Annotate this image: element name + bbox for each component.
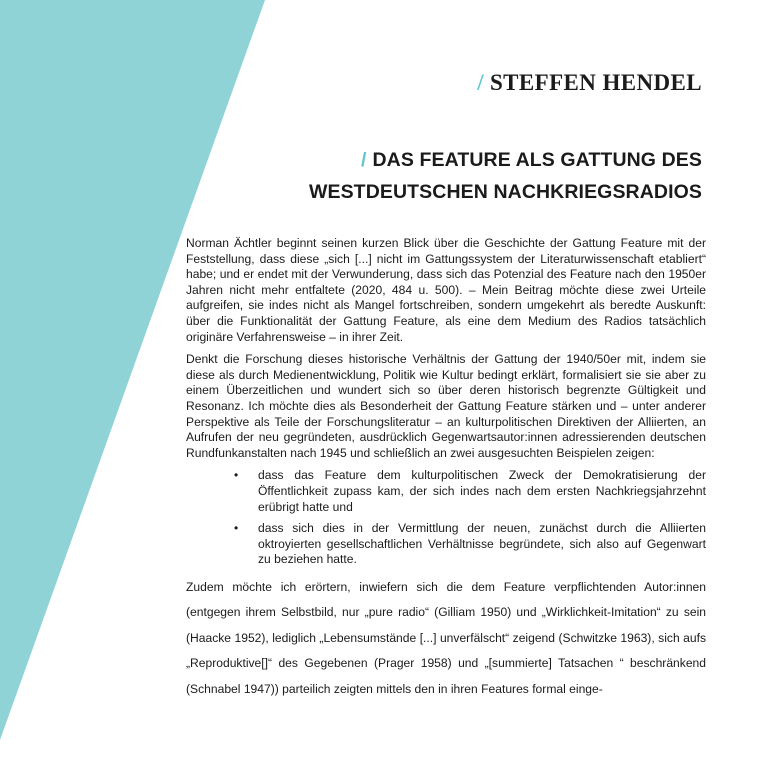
paragraph-2: Denkt die Forschung dieses historische Verhältnis der Gattung der 1940/50er mit, indem sie diese als durch Medienentwicklung, Politik wie Kultur bedingt erklärt, formalisiert sie sie aber zu einem Überzeitlichen und wundert sich so über deren historisch begrenzte Gültigkeit und Resonanz. Ich möchte dies als Besonderheit der Gattung Feature stärken und – unter anderer Perspektive als Teile der Forschungsliteratur – an kulturpolitischen Direktiven der Alliierten, an Aufrufen der neu gegründeten, ausdrücklich Gegenwartsautor:innen adressierenden deutschen Rundfunkanstalten nach 1945 und schließlich an zwei ausgesuchten Beispielen zeigen: bbox=[186, 352, 706, 460]
title-line-1 bbox=[309, 144, 702, 176]
bullet-item-2-text: dass sich dies in der Vermittlung der neuen, zunächst durch die Alliierten oktroyierten gesellschaftlichen Verhältnisse begründete, sich also auf Gegenwart zu beziehen hatte. bbox=[258, 521, 706, 567]
bullet-dot: • bbox=[234, 468, 239, 483]
author-heading bbox=[477, 70, 702, 96]
paragraph-3: Zudem möchte ich erörtern, inwiefern sich die dem Feature verpflichtenden Autor:innen (entgegen ihrem Selbstbild, nur „pure radio“ (Gilliam 1950) und „Wirklichkeit-Imitation“ zu sein (Haacke 1952), lediglich „Lebensumstände [...] unverfälscht“ zeigend (Schwitzke 1963), sich aufs „Reproduktive[]“ des Gegebenen (Prager 1958) und „[summierte] Tatsachen “ beschränkend (Schnabel 1947)) parteilich zeigten mittels den in ihren Features formal einge- bbox=[186, 579, 706, 696]
bullet-list bbox=[186, 468, 706, 568]
paragraph-1: Norman Ächtler beginnt seinen kurzen Blick über die Geschichte der Gattung Feature mit der Feststellung, dass diese „sich [...] nicht im Gattungssystem der Literaturwissenschaft etabliert“ habe; und er endet mit der Verwunderung, dass sich das Potenzial des Feature nach den 1950er Jahren nicht mehr entfaltete (2020, 484 u. 500). – Mein Beitrag möchte diese zwei Urteile aufgreifen, sie indes nicht als Mangel fortschreiben, sondern umgekehrt als beredte Auskunft: über die Funktionalität der Gattung Feature, als eine dem Medium des Radios tatsächlich originäre Verfahrensweise – in ihrer Zeit. bbox=[186, 236, 706, 344]
author-name: STEFFEN HENDEL bbox=[489, 70, 702, 95]
title-slash: / bbox=[360, 149, 367, 171]
bullet-item-2 bbox=[186, 521, 706, 568]
title-line-2: WESTDEUTSCHEN NACHKRIEGSRADIOS bbox=[308, 181, 702, 203]
author-slash: / bbox=[477, 70, 484, 95]
article-body bbox=[186, 236, 706, 702]
title-line-1-text: DAS FEATURE ALS GATTUNG DES bbox=[372, 149, 702, 171]
bullet-dot: • bbox=[234, 521, 239, 536]
bullet-item-1 bbox=[186, 468, 706, 515]
bullet-item-1-text: dass das Feature dem kulturpolitischen Zweck der Demokratisierung der Öffentlichkeit zupass kam, der sich indes nach dem ersten Nachkriegsjahrzehnt erübrigt hatte und bbox=[258, 468, 706, 514]
article-title bbox=[309, 144, 702, 208]
